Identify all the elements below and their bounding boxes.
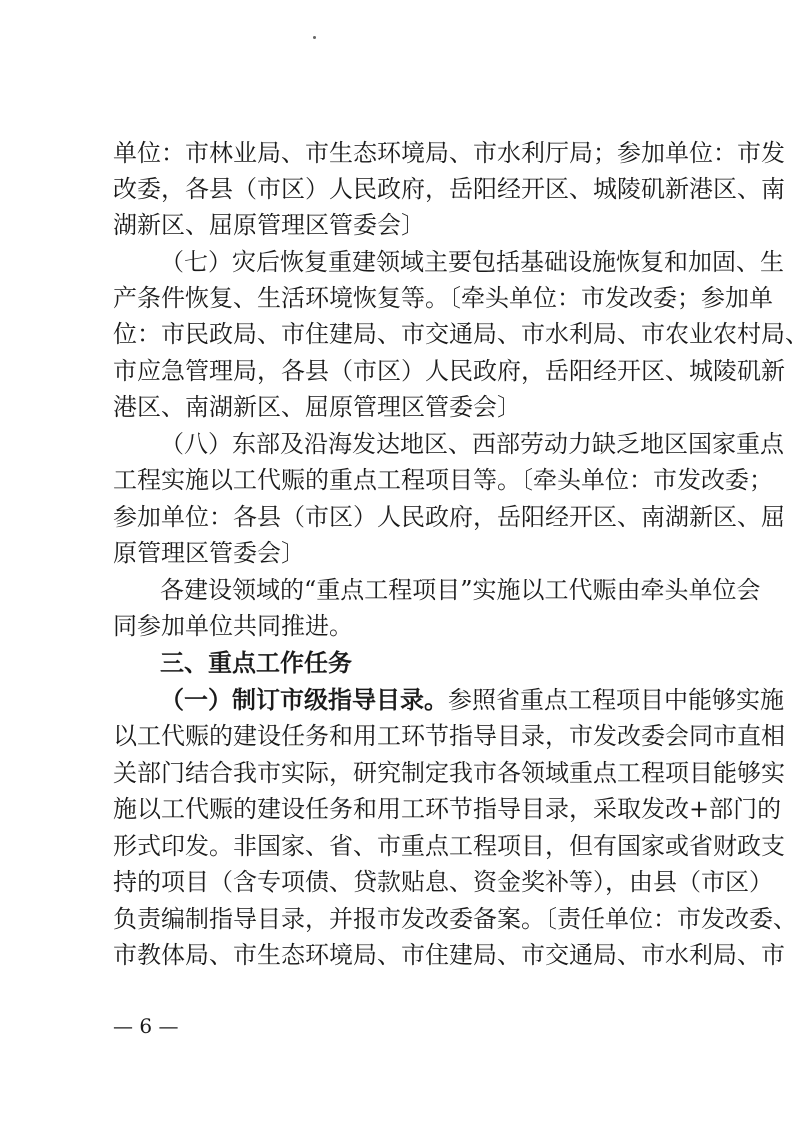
text-line: （七）灾后恢复重建领域主要包括基础设施恢复和加固、生 [160,248,784,276]
text-line: 港区、南湖新区、屈原管理区管委会〕 [113,393,521,421]
scan-mark [313,36,316,39]
paragraph-lead-line [160,684,784,716]
text-line: 形式印发。非国家、省、市重点工程项目，但有国家或省财政支 [113,832,785,860]
text-line: 工程实施以工代赈的重点工程项目等。〔牵头单位：市发改委； [113,466,773,494]
text-line: 改委，各县（市区）人民政府，岳阳经开区、城陵矶新港区、南 [113,175,785,203]
text-line: 持的项目（含专项债、贷款贴息、资金奖补等），由县（市区） [113,868,773,896]
text-line: 负责编制指导目录，并报市发改委备案。〔责任单位：市发改委、 [113,905,797,933]
text-line: 湖新区、屈原管理区管委会〕 [113,211,425,239]
text-line: 市教体局、市生态环境局、市住建局、市交通局、市水利局、市 [113,941,785,969]
text-line: 产条件恢复、生活环境恢复等。〔牵头单位：市发改委；参加单 [113,284,773,312]
text-line: 施以工代赈的建设任务和用工环节指导目录，采取发改+部门的 [113,795,782,823]
text-line: 位：市民政局、市住建局、市交通局、市水利局、市农业农村局、 [113,320,809,348]
section-heading: 三、重点工作任务 [160,649,352,677]
page-number: — 6 — [113,1014,179,1038]
text-line: 原管理区管委会〕 [113,539,305,567]
text-line: 参加单位：各县（市区）人民政府，岳阳经开区、南湖新区、屈 [113,503,785,531]
text-line: 以工代赈的建设任务和用工环节指导目录，市发改委会同市直相 [113,722,785,750]
text-line: 市应急管理局，各县（市区）人民政府，岳阳经开区、城陵矶新 [113,357,785,385]
text-line: 单位：市林业局、市生态环境局、市水利厅局；参加单位：市发 [113,139,785,167]
text-line: 关部门结合我市实际，研究制定我市各领域重点工程项目能够实 [113,759,785,787]
text-line: 各建设领域的“重点工程项目”实施以工代赈由牵头单位会 [160,576,761,604]
text-line: 参照省重点工程项目中能够实施 [448,686,784,714]
bold-lead: （一）制订市级指导目录。 [160,685,448,714]
text-line: （八）东部及沿海发达地区、西部劳动力缺乏地区国家重点 [160,430,784,458]
text-line: 同参加单位共同推进。 [113,612,353,640]
